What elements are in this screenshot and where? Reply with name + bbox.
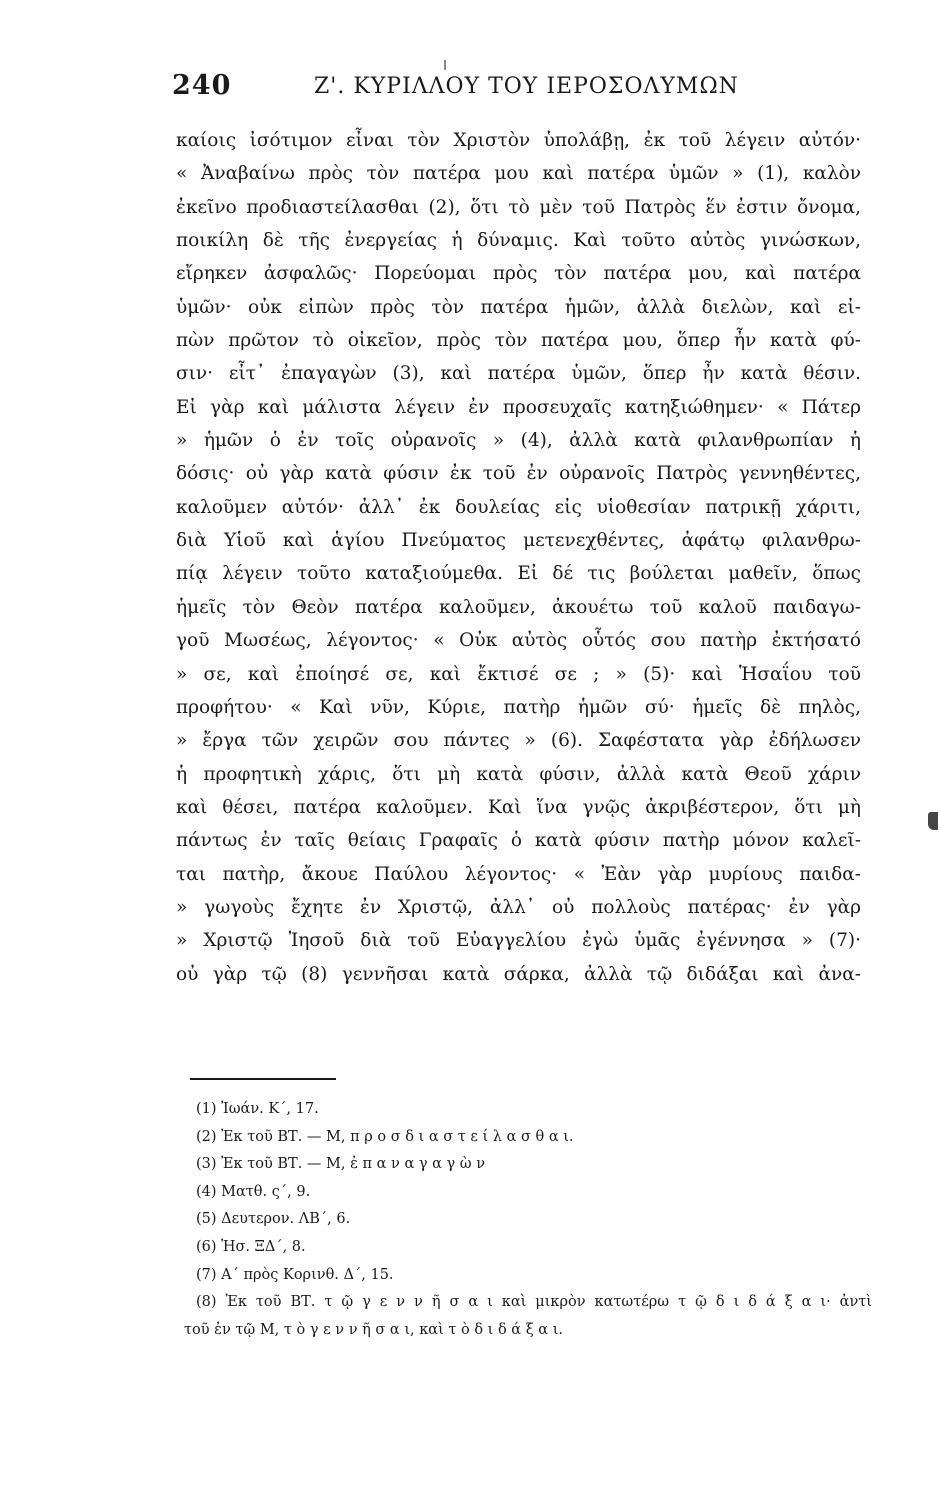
body-line: πίᾳ λέγειν τοῦτο καταξιούμεθα. Εἰ δέ τις βούλεται μαθεῖν, ὅπως <box>176 563 861 585</box>
footnote: (7) Α΄ πρὸς Κορινθ. Δ΄, 15. <box>196 1266 394 1283</box>
body-line: « Ἀναβαίνω πρὸς τὸν πατέρα μου καὶ πατέρα ὑμῶν » (1), καλὸν <box>176 163 861 185</box>
margin-ink-mark <box>928 812 938 830</box>
body-line: » Χριστῷ Ἰησοῦ διὰ τοῦ Εὐαγγελίου ἐγὼ ὑμᾶς ἐγέννησα » (7)· <box>176 930 861 952</box>
body-line: σιν· εἶτ᾽ ἐπαγαγὼν (3), καὶ πατέρα ὑμῶν, ὅπερ ἦν κατὰ θέσιν. <box>176 363 861 385</box>
footnote: (2) Ἐκ τοῦ ΒΤ. — Μ, π ρ ο σ δ ι α σ τ ε ί λ α σ θ α ι. <box>196 1128 574 1145</box>
print-speck <box>444 60 446 70</box>
footnote: (4) Ματθ. ς΄, 9. <box>196 1183 311 1200</box>
body-text <box>176 124 861 991</box>
body-line: καὶ θέσει, πατέρα καλοῦμεν. Καὶ ἵνα γνῷς ἀκριβέστερον, ὅτι μὴ <box>176 796 861 818</box>
body-line: Εἰ γὰρ καὶ μάλιστα λέγειν ἐν προσευχαῖς κατηξιώθημεν· « Πάτερ <box>176 396 861 418</box>
body-line: πὼν πρῶτον τὸ οἰκεῖον, πρὸς τὸν πατέρα μου, ὅπερ ἦν κατὰ φύ- <box>176 330 861 352</box>
body-line: ἐκεῖνο προδιαστείλασθαι (2), ὅτι τὸ μὲν τοῦ Πατρὸς ἕν ἐστιν ὄνομα, <box>176 196 861 218</box>
footnote-continuation: τοῦ ἐν τῷ Μ, τ ὸ γ ε ν ν ῆ σ α ι, καὶ τ ὸ δ ι δ ά ξ α ι. <box>184 1321 564 1338</box>
footnote: (8) Ἐκ τοῦ ΒΤ. τ ῷ γ ε ν ν ῆ σ α ι καὶ μικρὸν κατωτέρω τ ῷ δ ι δ ά ξ α ι· ἀντὶ <box>196 1294 872 1311</box>
footnote: (6) Ἡσ. ΞΔ΄, 8. <box>196 1238 306 1255</box>
body-line: προφήτου· « Καὶ νῦν, Κύριε, πατὴρ ἡμῶν σύ· ἡμεῖς δὲ πηλὸς, <box>176 696 861 718</box>
body-line: δόσις· οὐ γὰρ κατὰ φύσιν ἐκ τοῦ ἐν οὐρανοῖς Πατρὸς γεννηθέντες, <box>176 463 861 485</box>
footnote: (1) Ἰωάν. Κ΄, 17. <box>196 1101 319 1117</box>
body-line: γοῦ Μωσέως, λέγοντος· « Οὐκ αὐτὸς οὗτός σου πατὴρ ἐκτήσατό <box>176 630 861 652</box>
body-line: » γωγοὺς ἔχητε ἐν Χριστῷ, ἀλλ᾽ οὐ πολλοὺς πατέρας· ἐν γὰρ <box>176 896 861 918</box>
footnote: (5) Δευτερον. ΛΒ΄, 6. <box>196 1211 351 1228</box>
footnote: (3) Ἐκ τοῦ ΒΤ. — Μ, ἐ π α ν α γ α γ ὼ ν <box>196 1156 486 1173</box>
body-line: καίοις ἰσότιμον εἶναι τὸν Χριστὸν ὑπολάβῃ, ἐκ τοῦ λέγειν αὐτόν· <box>176 130 861 151</box>
body-line: » σε, καὶ ἐποίησέ σε, καὶ ἔκτισέ σε ; » (5)· καὶ Ἡσαΐου τοῦ <box>176 663 861 685</box>
running-title: Ζ'. ΚΥΡΙΛΛΟΥ ΤΟΥ ΙΕΡΟΣΟΛΥΜΩΝ <box>314 74 739 99</box>
body-line: ὑμῶν· οὐκ εἰπὼν πρὸς τὸν πατέρα ἡμῶν, ἀλλὰ διελὼν, καὶ εἰ- <box>176 296 861 318</box>
body-line: οὐ γὰρ τῷ (8) γεννῆσαι κατὰ σάρκα, ἀλλὰ τῷ διδάξαι καὶ ἀνα- <box>176 963 861 985</box>
body-line: ποικίλη δὲ τῆς ἐνεργείας ἡ δύναμις. Καὶ τοῦτο αὐτὸς γινώσκων, <box>176 230 861 252</box>
running-head <box>170 70 870 110</box>
page-number: 240 <box>172 70 232 101</box>
body-line: ἡ προφητικὴ χάρις, ὅτι μὴ κατὰ φύσιν, ἀλλὰ κατὰ Θεοῦ χάριν <box>176 763 861 785</box>
body-line: » ἡμῶν ὁ ἐν τοῖς οὐρανοῖς » (4), ἀλλὰ κατὰ φιλανθρωπίαν ἡ <box>176 430 861 452</box>
footnote-rule <box>190 1078 336 1080</box>
body-line: διὰ Υἱοῦ καὶ ἁγίου Πνεύματος μετενεχθέντες, ἀφάτῳ φιλανθρω- <box>176 530 861 552</box>
body-line: πάντως ἐν ταῖς θείαις Γραφαῖς ὁ κατὰ φύσιν πατὴρ μόνον καλεῖ- <box>176 830 861 852</box>
footnotes <box>184 1096 876 1344</box>
body-line: » ἔργα τῶν χειρῶν σου πάντες » (6). Σαφέστατα γὰρ ἐδήλωσεν <box>176 730 861 752</box>
body-line: ται πατὴρ, ἄκουε Παύλου λέγοντος· « Ἐὰν γὰρ μυρίους παιδα- <box>176 863 861 885</box>
body-line: ἡμεῖς τὸν Θεὸν πατέρα καλοῦμεν, ἀκουέτω τοῦ καλοῦ παιδαγω- <box>176 596 861 618</box>
body-line: καλοῦμεν αὐτόν· ἀλλ᾽ ἐκ δουλείας εἰς υἱοθεσίαν πατρικῇ χάριτι, <box>176 496 861 518</box>
body-line: εἴρηκεν ἀσφαλῶς· Πορεύομαι πρὸς τὸν πατέρα μου, καὶ πατέρα <box>176 263 861 285</box>
